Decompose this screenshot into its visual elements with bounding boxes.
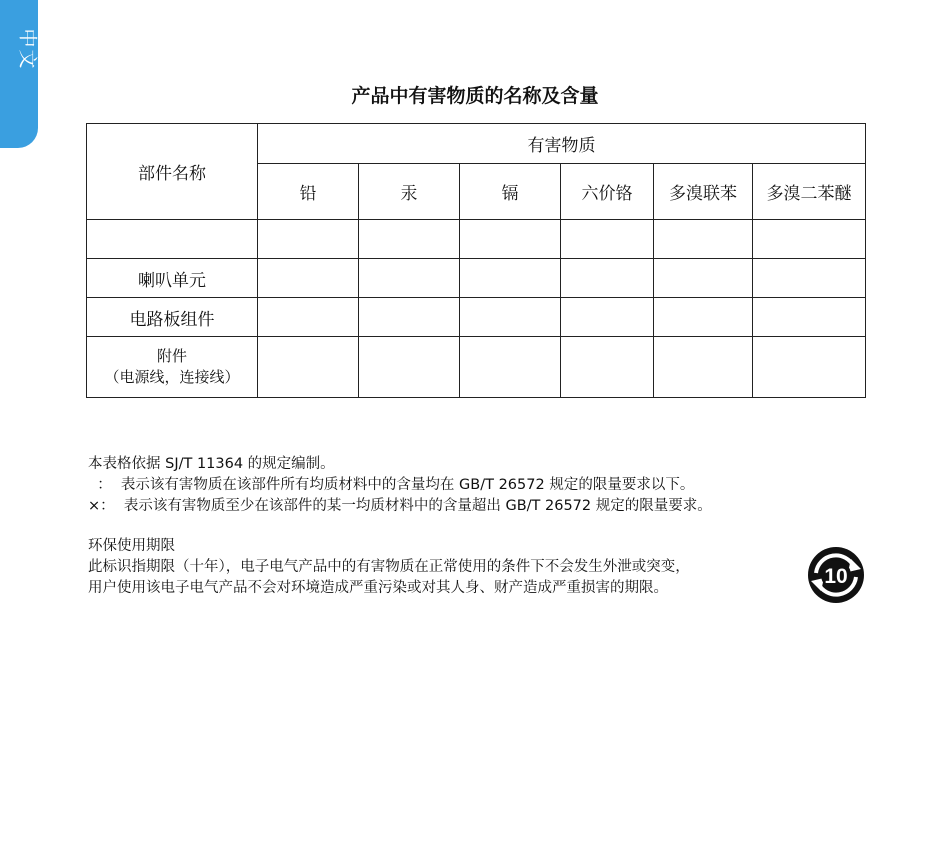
environmental-use-period — [88, 536, 690, 599]
table-cell — [258, 337, 359, 398]
env-period-line: 此标识指期限（十年），电子电气产品中的有害物质在正常使用的条件下不会发生外泄或突变， — [88, 559, 690, 575]
part-name-cell: 喇叭单元 — [87, 259, 258, 298]
table-cell — [460, 259, 561, 298]
env-period-heading: 环保使用期限 — [88, 538, 175, 554]
part-name: 附件 — [156, 347, 187, 365]
epup-number: 10 — [824, 565, 848, 588]
part-name-cell: 电路板组件 — [87, 298, 258, 337]
table-cell — [753, 337, 866, 398]
table-row — [87, 259, 866, 298]
substance-header: 汞 — [359, 164, 460, 220]
table-cell — [561, 259, 654, 298]
epup-10-year-icon — [806, 545, 866, 605]
substance-header: 铅 — [258, 164, 359, 220]
document-title: 产品中有害物质的名称及含量 — [351, 85, 599, 107]
table-cell — [359, 220, 460, 259]
part-name-cell — [87, 220, 258, 259]
part-name-header: 部件名称 — [87, 124, 258, 220]
table-cell — [654, 298, 753, 337]
table-cell — [753, 298, 866, 337]
table-cell — [561, 337, 654, 398]
note-exceeds-limit: ×： 表示该有害物质至少在该部件的某一均质材料中的含量超出 GB/T 26572 规定的限量要求。 — [88, 498, 712, 514]
table-notes — [88, 454, 712, 517]
hazardous-substance-header: 有害物质 — [258, 124, 866, 164]
table-row — [87, 220, 866, 259]
table-cell — [359, 337, 460, 398]
substance-header: 多溴二苯醚 — [753, 164, 866, 220]
table-cell — [460, 337, 561, 398]
table-cell — [561, 298, 654, 337]
table-cell — [654, 337, 753, 398]
table-row — [87, 337, 866, 398]
part-name-detail: （电源线，连接线） — [104, 368, 240, 386]
table-cell — [359, 259, 460, 298]
table-cell — [561, 220, 654, 259]
substance-header: 六价铬 — [561, 164, 654, 220]
language-tab[interactable] — [0, 0, 38, 148]
env-period-line: 用户使用该电子电气产品不会对环境造成严重污染或对其人身、财产造成严重损害的期限。 — [88, 580, 668, 596]
table-cell — [460, 220, 561, 259]
table-cell — [359, 298, 460, 337]
table-cell — [654, 220, 753, 259]
substance-header: 多溴联苯 — [654, 164, 753, 220]
table-cell — [258, 220, 359, 259]
substance-header: 镉 — [460, 164, 561, 220]
part-name-cell — [87, 337, 258, 398]
language-tab-label: 中文 — [16, 28, 39, 71]
table-row — [87, 298, 866, 337]
table-cell — [258, 259, 359, 298]
table-cell — [654, 259, 753, 298]
note-standard: 本表格依据 SJ/T 11364 的规定编制。 — [88, 456, 335, 472]
table-cell — [460, 298, 561, 337]
hazardous-substance-table — [86, 123, 866, 398]
note-below-limit: ： 表示该有害物质在该部件所有均质材料中的含量均在 GB/T 26572 规定的限量要求以下。 — [88, 477, 695, 493]
table-cell — [258, 298, 359, 337]
table-cell — [753, 220, 866, 259]
table-cell — [753, 259, 866, 298]
